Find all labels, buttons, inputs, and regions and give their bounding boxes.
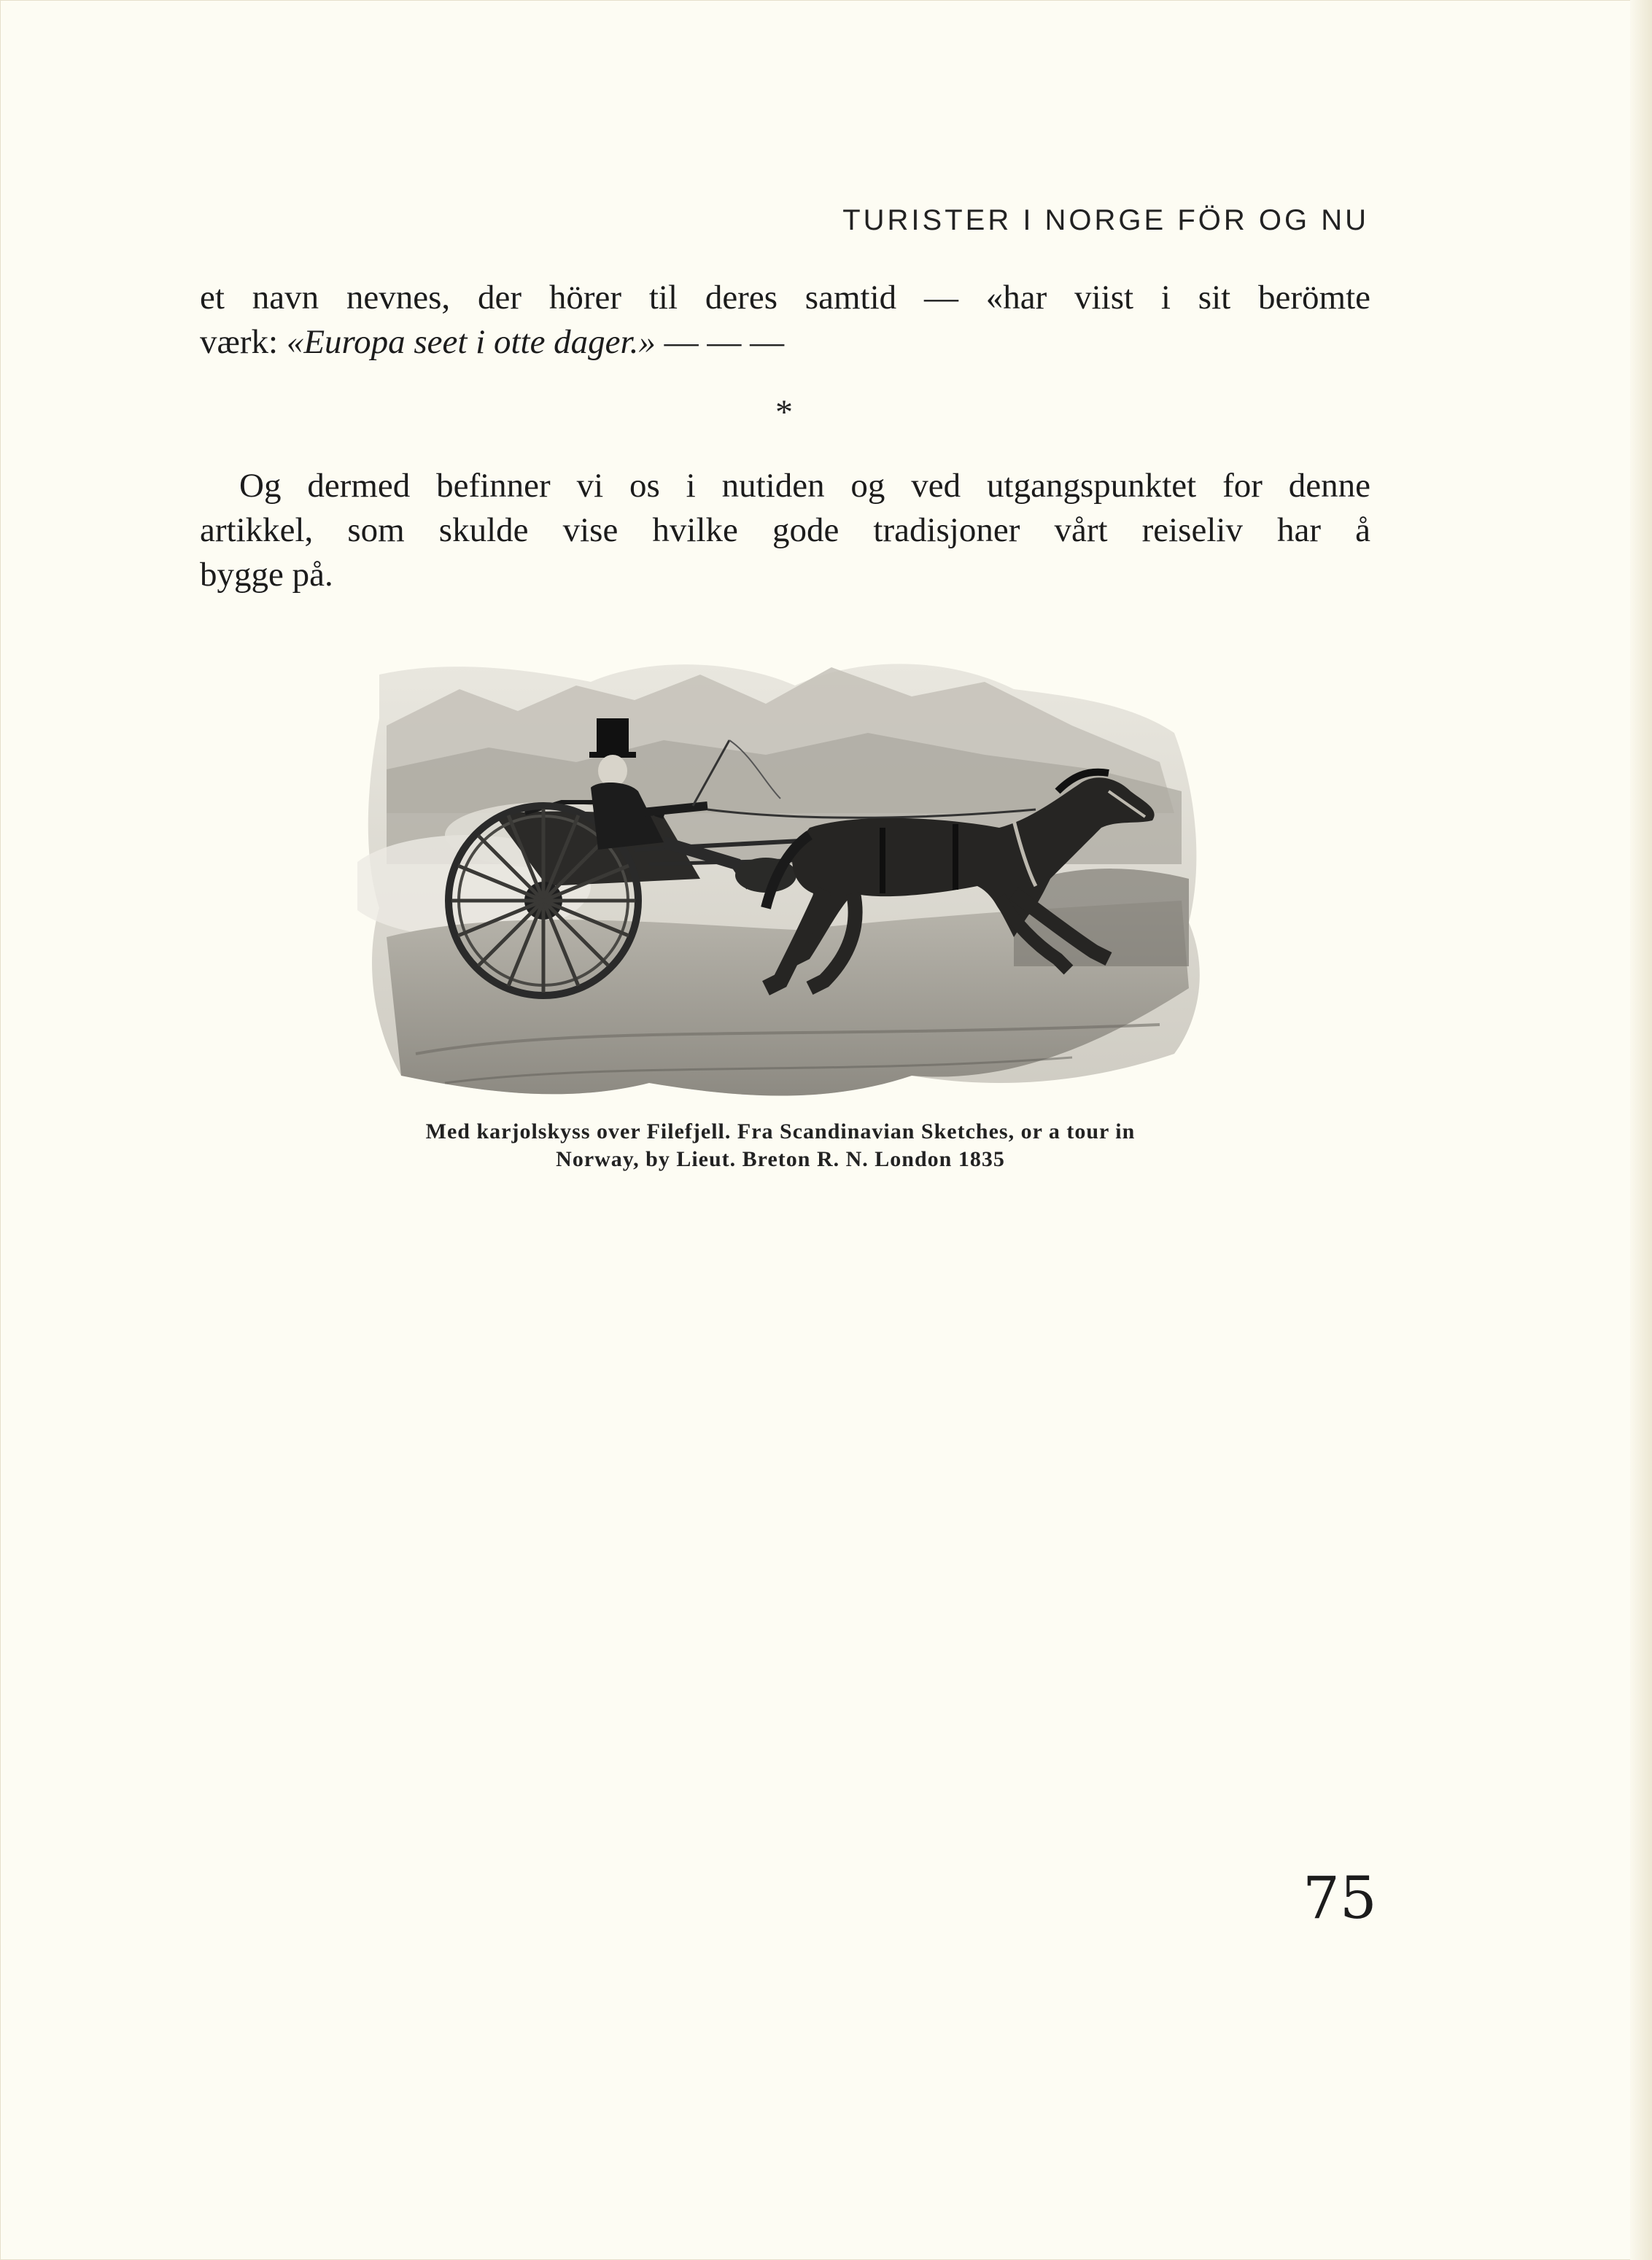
paragraph-2 [200,464,1370,597]
book-title-italic: «Europa seet i otte dager.» [286,323,656,361]
caption-line-1: Med karjolskyss over Filefjell. Fra Scandinavian Sketches, or a tour in [425,1119,1136,1143]
paragraph-1-line-2 [200,320,1370,365]
section-separator: * [775,393,793,432]
illustration-horse-carriage [357,645,1218,1112]
page-number: 75 [1303,1864,1377,1932]
figure-caption [343,1118,1218,1173]
paragraph-1-line-1: et navn nevnes, der hörer til deres samtid — «har viist i sit berömte [200,279,1370,317]
paragraph-2-line-3: bygge på. [200,556,333,594]
engraving-image [357,645,1218,1112]
paragraph-1 [200,276,1370,365]
page-edge [1630,0,1652,2260]
running-head: TURISTER I NORGE FÖR OG NU [842,204,1369,236]
paragraph-1-line-2-suffix: — — — [655,323,785,361]
caption-line-2: Norway, by Lieut. Breton R. N. London 1835 [556,1147,1005,1171]
paragraph-2-line-1: Og dermed befinner vi os i nutiden og ved utgangspunktet for denne [239,467,1370,505]
paragraph-2-line-2: artikkel, som skulde vise hvilke gode tradisjoner vårt reiseliv har å [200,511,1370,549]
paragraph-1-line-2-prefix: værk: [200,323,287,361]
